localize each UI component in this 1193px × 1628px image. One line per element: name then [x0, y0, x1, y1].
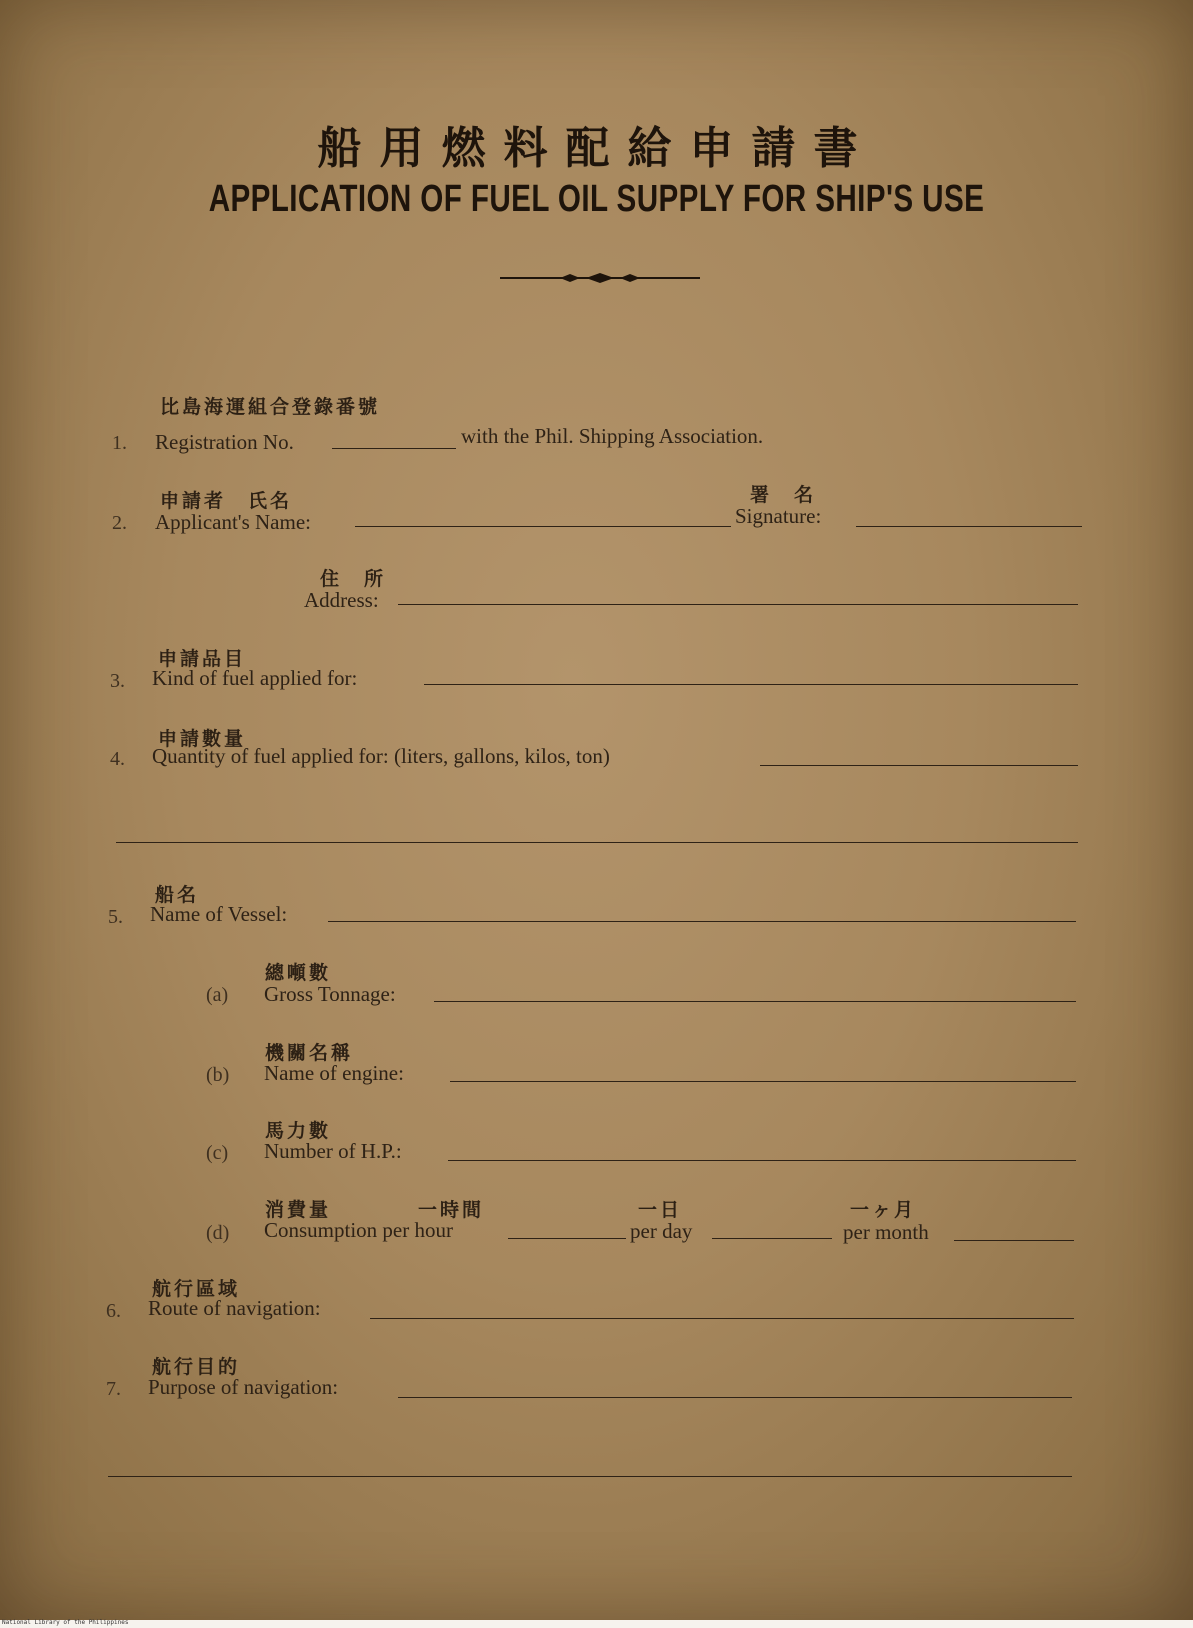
- address-field[interactable]: [398, 604, 1078, 605]
- route-label: Route of navigation:: [148, 1296, 321, 1320]
- signature-label-japanese: 署 名: [750, 484, 817, 506]
- consumption-per-day-field[interactable]: [712, 1238, 832, 1239]
- ornament-divider-icon: [500, 272, 700, 284]
- per-day-label: per day: [630, 1219, 693, 1243]
- quantity-label: Quantity of fuel applied for: (liters, gallons, kilos, ton): [152, 744, 610, 768]
- per-day-label-japanese: 一日: [638, 1199, 683, 1221]
- engine-name-field[interactable]: [450, 1081, 1076, 1082]
- per-hour-label-japanese: 一時間: [418, 1199, 485, 1221]
- address-label: Address:: [304, 588, 379, 612]
- per-month-label: per month: [843, 1220, 929, 1244]
- engine-name-label: Name of engine:: [264, 1061, 404, 1085]
- title-japanese: 船用燃料配給申請書: [317, 123, 876, 174]
- horsepower-label: Number of H.P.:: [264, 1139, 402, 1163]
- sub-item-letter: (a): [206, 984, 229, 1006]
- purpose-field-continued[interactable]: [108, 1476, 1072, 1477]
- sub-item-letter: (d): [206, 1222, 230, 1244]
- purpose-label-japanese: 航行目的: [152, 1356, 241, 1378]
- kind-label-japanese: 申請品目: [158, 648, 247, 670]
- purpose-label: Purpose of navigation:: [148, 1375, 339, 1399]
- quantity-label-japanese: 申請數量: [158, 728, 247, 750]
- horsepower-label-japanese: 馬力數: [265, 1120, 332, 1142]
- item-number: 1.: [112, 432, 127, 454]
- library-credit: National Library of the Philippines: [2, 1619, 129, 1626]
- item-number: 5.: [108, 906, 123, 928]
- gross-tonnage-label: Gross Tonnage:: [264, 982, 396, 1006]
- purpose-field[interactable]: [398, 1397, 1072, 1398]
- kind-of-fuel-label: Kind of fuel applied for:: [152, 666, 358, 690]
- item-number: 6.: [106, 1300, 121, 1322]
- sub-item-letter: (b): [206, 1064, 230, 1086]
- per-month-label-japanese: 一ヶ月: [850, 1199, 917, 1221]
- item-number: 7.: [106, 1378, 121, 1400]
- quantity-field[interactable]: [760, 765, 1078, 766]
- consumption-per-month-field[interactable]: [954, 1240, 1074, 1241]
- route-field[interactable]: [370, 1318, 1074, 1319]
- signature-label: Signature:: [735, 504, 822, 528]
- horsepower-field[interactable]: [448, 1160, 1076, 1161]
- applicant-name-label: Applicant's Name:: [155, 510, 311, 534]
- item-number: 3.: [110, 670, 125, 692]
- applicant-label-japanese: 申請者 氏名: [160, 490, 293, 512]
- item-number: 2.: [112, 512, 127, 534]
- item-number: 4.: [110, 748, 125, 770]
- quantity-field-continued[interactable]: [116, 842, 1078, 843]
- title-english: APPLICATION OF FUEL OIL SUPPLY FOR SHIP'S USE: [208, 178, 985, 220]
- tonnage-label-japanese: 總噸數: [265, 962, 332, 984]
- association-label: with the Phil. Shipping Association.: [461, 424, 764, 448]
- kind-of-fuel-field[interactable]: [424, 684, 1078, 685]
- signature-field[interactable]: [856, 526, 1082, 527]
- applicant-name-field[interactable]: [355, 526, 731, 527]
- route-label-japanese: 航行區域: [152, 1278, 241, 1300]
- consumption-per-hour-label: Consumption per hour: [264, 1218, 453, 1242]
- sub-item-letter: (c): [206, 1142, 229, 1164]
- address-label-japanese: 住 所: [320, 568, 387, 590]
- consumption-label-japanese: 消費量: [265, 1199, 332, 1221]
- registration-label-japanese: 比島海運組合登錄番號: [160, 396, 381, 418]
- vessel-name-label: Name of Vessel:: [150, 902, 288, 926]
- registration-field[interactable]: [332, 448, 456, 449]
- vessel-name-field[interactable]: [328, 921, 1076, 922]
- gross-tonnage-field[interactable]: [434, 1001, 1076, 1002]
- vessel-label-japanese: 船名: [155, 884, 200, 906]
- engine-label-japanese: 機關名稱: [265, 1042, 354, 1064]
- registration-label: Registration No.: [155, 430, 294, 454]
- consumption-per-hour-field[interactable]: [508, 1238, 626, 1239]
